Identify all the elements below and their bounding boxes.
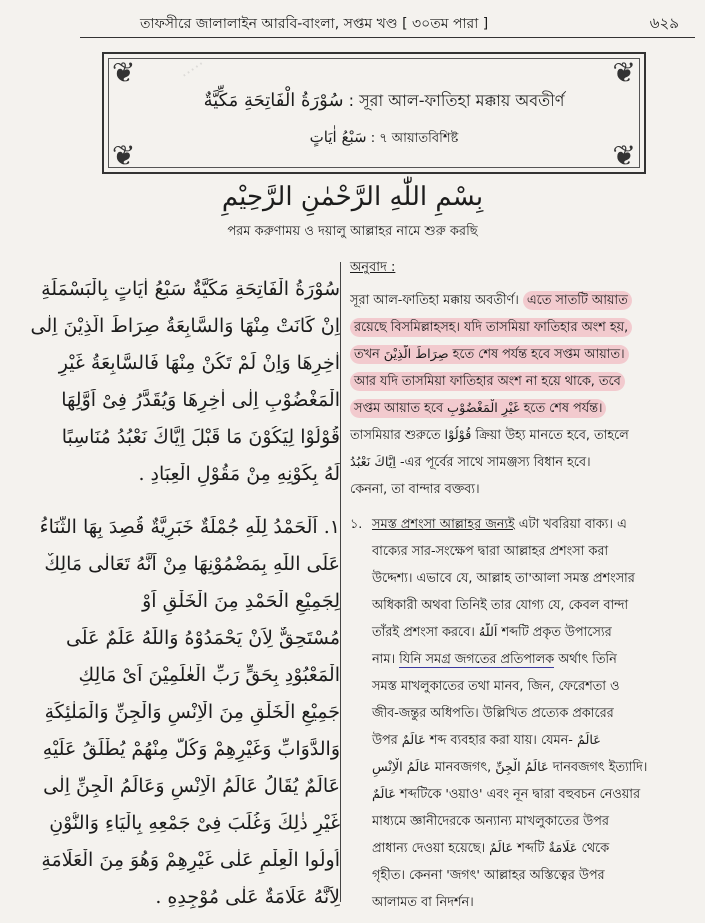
highlight: আর যদি তাসমিয়া ফাতিহার অংশ না হয়ে থাকে, তবে xyxy=(350,372,625,391)
translation-line xyxy=(350,399,690,426)
header-rule xyxy=(80,37,695,38)
underlined-phrase: যিনি সমগ্র জগতের প্রতিপালক xyxy=(399,652,555,667)
surah-title-box xyxy=(102,52,646,174)
arabic-line: مُسْتَحِقٌّ لِاَنْ يَحْمَدُوْهُ وَاللّٰهُ عَلَمٌ عَلَى xyxy=(65,627,340,649)
arabic-line: عَالَمٌ يُقَالُ عَالَمُ الْاِنْسِ وَعَالَمُ الْجِنِّ اِلٰى xyxy=(43,775,340,797)
highlight: এতে সাতটি আয়াত xyxy=(523,291,632,310)
point-1-lead: সমস্ত প্রশংসা আল্লাহর জন্যই xyxy=(372,517,515,532)
highlight: রয়েছে বিসমিল্লাহসহ। যদি তাসমিয়া ফাতিহার অংশ হয়, xyxy=(350,318,632,337)
verse-count xyxy=(164,128,604,150)
commentary-line: নাম। যিনি সমগ্র জগতের প্রতিপালক অর্থাৎ তিনি xyxy=(372,652,617,667)
corner-ornament-icon: ❦ xyxy=(112,139,136,172)
page-header xyxy=(80,8,695,36)
arabic-line: اُولُوا الْعِلْمِ عَلٰى غَيْرِهِمْ وَهُوَ مِنَ الْعَلَامَةِ xyxy=(41,849,340,871)
arabic-line: الْمَعْبُوْدِ بِحَقٍّ رَبِّ الْعٰلَمِيْنَ اَىْ مَالِكِ xyxy=(78,664,340,686)
translation-line xyxy=(350,345,690,372)
commentary-line: গৃহীত। কেননা 'জগৎ' আল্লাহর অস্তিত্বের উপর xyxy=(372,868,605,883)
commentary-line: কেননা, তা বান্দার বক্তব্য। xyxy=(350,482,480,497)
commentary-line: তাঁরই প্রশংসা করবে। اَللّٰهُ শব্দটি প্রকৃত উপাস্যের xyxy=(372,625,612,640)
surah-title-bangla: : সূরা আল-ফাতিহা মক্কায় অবতীর্ণ xyxy=(348,91,565,110)
bismillah-bangla: পরম করুণাময় ও দয়ালু আল্লাহর নামে শুরু করছি xyxy=(227,224,478,239)
arabic-line: لِاَنَّهُ عَلَامَةٌ عَلٰى مُوْجِدِهِ . xyxy=(155,886,340,908)
commentary-line: উপর عَالَمٌ শব্দ ব্যবহার করা যায়। যেমন- عَالَمٌ xyxy=(372,733,601,748)
commentary-line: মাধ্যমে জ্ঞানীদেরকে অন্যান্য মাখলুকাতের উপর xyxy=(372,814,609,829)
column-divider xyxy=(340,262,341,902)
running-title: তাফসীরে জালালাইন আরবি-বাংলা, সপ্তম খণ্ড [ ৩০তম পারা ] xyxy=(140,16,489,32)
surah-title xyxy=(164,88,604,115)
corner-ornament-icon: ❦ xyxy=(612,56,636,89)
bismillah-arabic: بِسْمِ اللّٰهِ الرَّحْمٰنِ الرَّحِيْمِ xyxy=(221,182,484,212)
arabic-line: عَلَى اللّٰهِ بِمَضْمُوْنِهَا مِنْ اَنَّهُ تَعَالٰى مَالِكٌ xyxy=(44,553,340,575)
point-number: ১. xyxy=(350,517,363,532)
corner-ornament-icon: ❦ xyxy=(112,56,136,89)
commentary-line: প্রাধান্য দেওয়া হয়েছে। عَالَمٌ শব্দটি عَلَامَةٌ থেকে xyxy=(372,841,610,856)
arabic-commentary-column xyxy=(20,278,340,923)
arabic-line: قُوْلُوْا لِيَكُوْنَ مَا قَبْلَ اِيَّاكَ نَعْبُدُ مُنَاسِبًا xyxy=(61,426,340,448)
arabic-line: اِنْ كَانَتْ مِنْهَا وَالسَّابِعَةُ صِرَاطَ الَّذِيْنَ اِلٰى xyxy=(30,315,340,337)
commentary-line: জীব-জন্তুর অধিপতি। উল্লিখিত প্রত্যেক প্রকারের xyxy=(372,706,614,721)
watermark: ····· xyxy=(176,54,209,85)
commentary-line: বাক্যের সার-সংক্ষেপ দ্বারা আল্লাহর প্রশংসা করা xyxy=(372,544,609,559)
translation-line: সূরা আল-ফাতিহা মক্কায় অবতীর্ণ। এতে সাতটি আয়াত xyxy=(350,291,690,318)
commentary-line: عَالَمٌ শব্দটিকে 'ওয়াও' এবং নূন দ্বারা বহুবচন নেওয়ার xyxy=(372,787,641,802)
arabic-line: سُوْرَةُ الْفَاتِحَةِ مَكِّيَّةٌ سَبْعُ اٰيَاتٍ بِالْبَسْمَلَةِ xyxy=(41,278,340,300)
arabic-line: اٰخِرِهَا وَاِنْ لَمْ تَكُنْ مِنْهَا فَالسَّابِعَةُ غَيْرِ xyxy=(58,352,340,374)
arabic-line: غَيْرِ ذٰلِكَ وَغُلِّبَ فِىْ جَمْعِهِ بِالْيَاءِ وَالنُّوْنِ xyxy=(49,812,340,834)
arabic-line: ١. اَلْحَمْدُ لِلّٰهِ جُمْلَةٌ خَبَرِيَّةٌ قُصِدَ بِهَا الثَّنَاءُ xyxy=(39,516,340,538)
commentary-line: অধিকারী অথবা তিনিই তার যোগ্য যে, কেবল বান্দা xyxy=(372,598,629,613)
arabic-line: لَهُ بِكَوْنِهِ مِنْ مَقُوْلِ الْعِبَادِ . xyxy=(138,463,340,485)
corner-ornament-icon: ❦ xyxy=(612,139,636,172)
arabic-line: جَمِيْعِ الْخَلْقِ مِنَ الْاِنْسِ وَالْجِنِّ وَالْمَلٰئِكَةِ xyxy=(44,701,340,723)
arabic-line: لِجَمِيْعِ الْحَمْدِ مِنَ الْخَلْقِ اَوْ xyxy=(142,590,340,612)
commentary-line: আলামত বা নিদর্শন। xyxy=(372,895,474,910)
arabic-line: وَالدَّوَابِّ وَغَيْرِهِمْ وَكُلٌّ مِنْهُمْ يُطْلَقُ عَلَيْهِ xyxy=(42,738,340,760)
translation-line xyxy=(350,318,690,345)
highlight: তখন صِرَاطَ الَّذِيْنَ হতে শেষ পর্যন্ত হবে সপ্তম আয়াত। xyxy=(350,345,629,364)
translation-heading: অনুবাদ : xyxy=(350,260,396,275)
point-1-line: ১. সমস্ত প্রশংসা আল্লাহর জন্যই এটা খবরিয়া বাক্য। এ xyxy=(350,515,690,542)
verse-count-arabic: سَبْعُ اٰيَاتٍ xyxy=(309,128,367,146)
commentary-line: عَالَمُ الْاِنْسِ মানবজগৎ, عَالَمُ الْجِنِّ দানবজগৎ ইত্যাদি। xyxy=(372,760,648,775)
bangla-commentary-column xyxy=(350,258,690,920)
commentary-line: তাসমিয়ার শুরুতে قُوْلُوْا ক্রিয়া উহ্য মানতে হবে, তাহলে xyxy=(350,428,629,443)
translation-line xyxy=(350,372,690,399)
surah-title-arabic: سُوْرَةُ الْفَاتِحَةِ مَكِّيَّةٌ xyxy=(203,90,344,111)
commentary-line: উদ্দেশ্য। এভাবে যে, আল্লাহ তা'আলা সমস্ত প্রশংসার xyxy=(372,571,635,586)
highlight: সপ্তম আয়াত হবে غَيْرِ الْمَغْضُوْبِ হতে শেষ পর্যন্ত। xyxy=(350,399,606,418)
verse-count-bangla: : ৭ আয়াতবিশিষ্ট xyxy=(370,131,459,146)
commentary-line: সমস্ত মাখলুকাতের তথা মানব, জিন, ফেরেশতা ও xyxy=(372,679,620,694)
arabic-line: الْمَغْضُوْبِ اِلٰى اٰخِرِهَا وَيُقَدَّرُ فِىْ اَوَّلِهَا xyxy=(61,389,340,411)
page-number: ৬২৯ xyxy=(649,14,679,32)
commentary-line: اِيَّاكَ نَعْبُدُ -এর পূর্বের সাথে সামঞ্জস্য বিধান হবে। xyxy=(350,455,591,470)
